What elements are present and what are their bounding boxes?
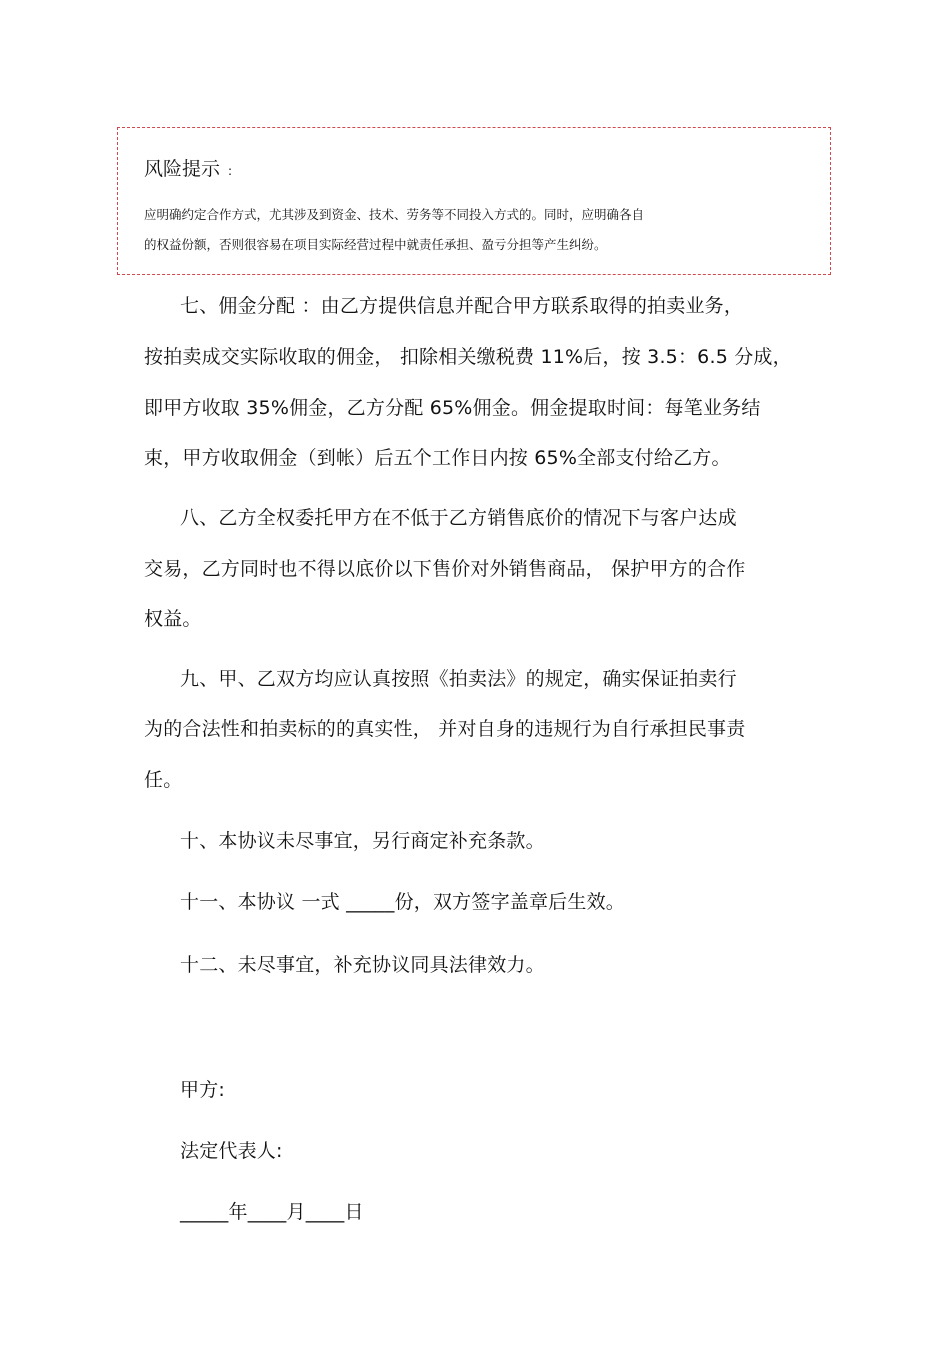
clause-8-line-2: 交易，乙方同时也不得以底价以下售价对外销售商品， 保护甲方的合作 xyxy=(144,558,746,580)
clause-10: 十、本协议未尽事宜，另行商定补充条款。 xyxy=(180,830,545,852)
legal-representative-label: 法定代表人: xyxy=(180,1140,283,1162)
clause-9-line-3: 任。 xyxy=(144,769,183,791)
clause-8-line-3: 权益。 xyxy=(144,608,202,630)
clause-11: 十一、本协议 一式 _____份，双方签字盖章后生效。 xyxy=(180,891,625,913)
signature-date-line: _____年____月____日 xyxy=(180,1201,364,1223)
clause-12: 十二、未尽事宜，补充协议同具法律效力。 xyxy=(180,954,545,976)
risk-notice-box xyxy=(117,127,831,275)
clause-7-line-1: 七、佣金分配 ：由乙方提供信息并配合甲方联系取得的拍卖业务， xyxy=(180,295,744,317)
clause-9-line-2: 为的合法性和拍卖标的的真实性， 并对自身的违规行为自行承担民事责 xyxy=(144,718,746,740)
risk-notice-line-1: 应明确约定合作方式，尤其涉及到资金、技术、劳务等不同投入方式的。同时，应明确各自 xyxy=(144,207,645,222)
clause-9-line-1: 九、甲、乙双方均应认真按照《拍卖法》的规定，确实保证拍卖行 xyxy=(180,668,737,690)
risk-notice-title xyxy=(144,154,232,181)
risk-title-text: 风险提示 xyxy=(144,158,221,180)
clause-7-line-2: 按拍卖成交实际收取的佣金， 扣除相关缴税费 11%后，按 3.5：6.5 分成， xyxy=(144,346,792,368)
clause-7-line-3: 即甲方收取 35%佣金，乙方分配 65%佣金。佣金提取时间：每笔业务结 xyxy=(144,397,761,419)
clause-7-line-4: 束，甲方收取佣金（到帐）后五个工作日内按 65%全部支付给乙方。 xyxy=(144,447,731,469)
risk-notice-line-2: 的权益份额，否则很容易在项目实际经营过程中就责任承担、盈亏分担等产生纠纷。 xyxy=(144,237,607,252)
clause-8-line-1: 八、乙方全权委托甲方在不低于乙方销售底价的情况下与客户达成 xyxy=(180,507,737,529)
party-a-label: 甲方: xyxy=(180,1079,226,1101)
risk-title-colon: : xyxy=(228,164,233,178)
